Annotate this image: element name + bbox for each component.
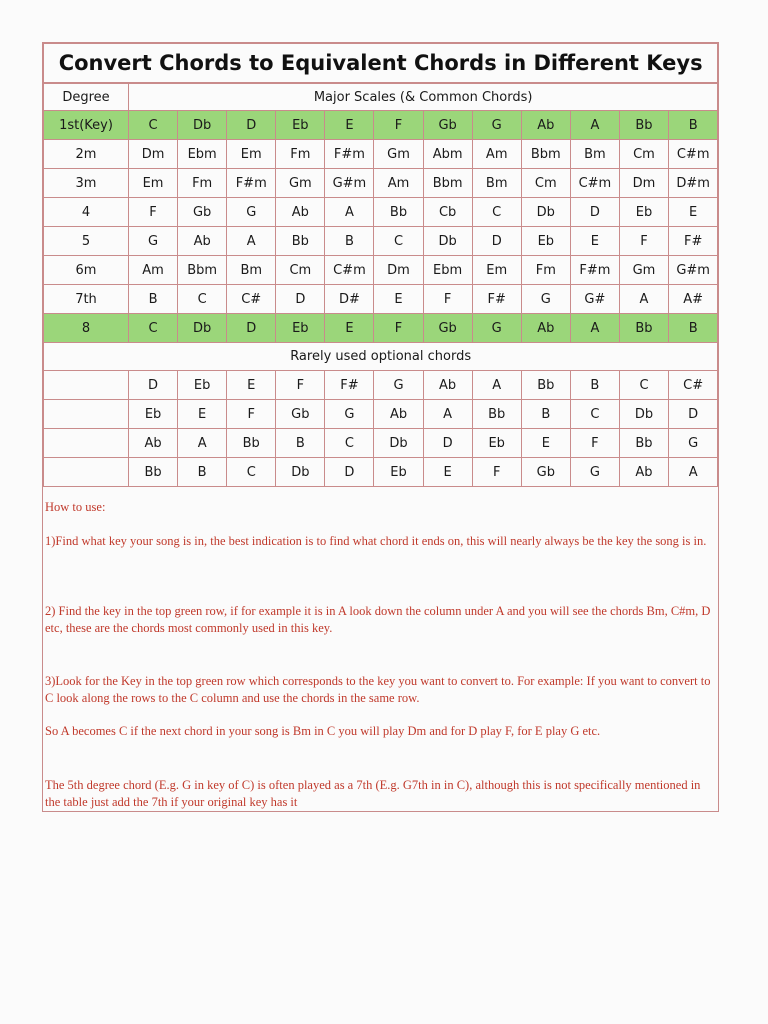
- chord-cell: G: [472, 111, 521, 140]
- chord-cell: C: [178, 285, 227, 314]
- chord-cell: C#: [669, 371, 718, 400]
- chord-cell: E: [423, 458, 472, 487]
- title-row: [44, 44, 718, 84]
- chord-cell: D: [227, 111, 276, 140]
- chord-cell: Am: [472, 140, 521, 169]
- chord-cell: Gb: [276, 400, 325, 429]
- chord-cell: A: [178, 429, 227, 458]
- chord-cell: Bm: [472, 169, 521, 198]
- chord-cell: D: [325, 458, 374, 487]
- chord-cell: F: [374, 111, 423, 140]
- chord-cell: Gb: [423, 111, 472, 140]
- chord-cell: Db: [178, 111, 227, 140]
- chord-cell: C#m: [669, 140, 718, 169]
- step-1-text: 1)Find what key your song is in, the best indication is to find what chord it ends on, this will nearly always be the key the song is in.: [45, 534, 707, 548]
- chord-conversion-sheet: [42, 42, 719, 812]
- chord-cell: Bb: [619, 314, 668, 343]
- chord-cell: Bb: [619, 429, 668, 458]
- chord-cell: C: [129, 111, 178, 140]
- chord-cell: Db: [521, 198, 570, 227]
- chord-cell: C: [619, 371, 668, 400]
- chord-cell: Am: [129, 256, 178, 285]
- chord-cell: Bb: [276, 227, 325, 256]
- chord-cell: Eb: [276, 314, 325, 343]
- chord-cell: A#: [669, 285, 718, 314]
- chord-cell: Eb: [178, 371, 227, 400]
- page-title: Convert Chords to Equivalent Chords in Different Keys: [44, 44, 718, 84]
- chord-cell: Ebm: [423, 256, 472, 285]
- chord-cell: F: [570, 429, 619, 458]
- chord-cell: E: [570, 227, 619, 256]
- chord-cell: Fm: [521, 256, 570, 285]
- chord-cell: Ab: [521, 314, 570, 343]
- chord-cell: Em: [472, 256, 521, 285]
- chord-cell: Ebm: [178, 140, 227, 169]
- chord-cell: Gb: [178, 198, 227, 227]
- degree-cell: 5: [44, 227, 129, 256]
- step-3-text: 3)Look for the Key in the top green row which corresponds to the key you want to convert to. For example: If you want to convert to C look along the rows to the C column and use the chords in the same row.: [45, 674, 711, 705]
- chord-cell: Bbm: [423, 169, 472, 198]
- chord-cell: Bb: [227, 429, 276, 458]
- chord-cell: G#m: [325, 169, 374, 198]
- chord-cell: A: [472, 371, 521, 400]
- chord-cell: E: [669, 198, 718, 227]
- chord-cell: Dm: [374, 256, 423, 285]
- chord-cell: Cm: [619, 140, 668, 169]
- chord-cell: Cb: [423, 198, 472, 227]
- how-to-use-heading: How to use:: [45, 500, 106, 514]
- chord-cell: C: [227, 458, 276, 487]
- optional-row: [44, 400, 718, 429]
- chord-cell: Ab: [619, 458, 668, 487]
- chord-cell: Bb: [129, 458, 178, 487]
- chord-cell: G: [472, 314, 521, 343]
- chord-cell: Eb: [619, 198, 668, 227]
- degree-cell: 4: [44, 198, 129, 227]
- chord-cell: Bm: [227, 256, 276, 285]
- chord-cell: G: [570, 458, 619, 487]
- chord-cell: D: [570, 198, 619, 227]
- chord-cell: A: [570, 314, 619, 343]
- chord-cell: Dm: [129, 140, 178, 169]
- chord-cell: B: [325, 227, 374, 256]
- chord-cell: A: [619, 285, 668, 314]
- chord-cell: C: [325, 429, 374, 458]
- fifth-degree-note: The 5th degree chord (E.g. G in key of C) is often played as a 7th (E.g. G7th in in C), although this is not specifically mentioned in the table just add the 7th if your original key has it: [45, 778, 701, 809]
- chord-cell: Bbm: [521, 140, 570, 169]
- chord-cell: Ab: [178, 227, 227, 256]
- optional-chords-label: Rarely used optional chords: [44, 343, 718, 371]
- chord-cell: B: [669, 111, 718, 140]
- chord-table: [43, 43, 718, 487]
- degree-cell: [44, 400, 129, 429]
- chord-cell: E: [325, 314, 374, 343]
- chord-cell: Ab: [276, 198, 325, 227]
- degree-cell: 7th: [44, 285, 129, 314]
- chord-cell: D: [472, 227, 521, 256]
- chord-cell: B: [669, 314, 718, 343]
- chord-cell: C#m: [325, 256, 374, 285]
- chord-cell: F#m: [325, 140, 374, 169]
- degree-row: [44, 256, 718, 285]
- chord-cell: Abm: [423, 140, 472, 169]
- chord-cell: B: [570, 371, 619, 400]
- optional-chords-header-row: [44, 343, 718, 371]
- chord-cell: G: [227, 198, 276, 227]
- chord-cell: F: [423, 285, 472, 314]
- degree-cell: [44, 371, 129, 400]
- chord-cell: Gm: [374, 140, 423, 169]
- chord-cell: E: [227, 371, 276, 400]
- chord-cell: A: [570, 111, 619, 140]
- chord-cell: E: [178, 400, 227, 429]
- chord-cell: E: [521, 429, 570, 458]
- degree-cell: [44, 429, 129, 458]
- chord-cell: Db: [374, 429, 423, 458]
- chord-cell: Gm: [276, 169, 325, 198]
- chord-cell: D: [669, 400, 718, 429]
- chord-cell: E: [374, 285, 423, 314]
- degree-row: [44, 140, 718, 169]
- chord-cell: A: [325, 198, 374, 227]
- chord-cell: Eb: [129, 400, 178, 429]
- chord-cell: D#m: [669, 169, 718, 198]
- chord-cell: C: [570, 400, 619, 429]
- chord-cell: C#m: [570, 169, 619, 198]
- chord-cell: G#: [570, 285, 619, 314]
- chord-cell: D#: [325, 285, 374, 314]
- chord-cell: G#m: [669, 256, 718, 285]
- chord-cell: Bm: [570, 140, 619, 169]
- chord-cell: E: [325, 111, 374, 140]
- chord-cell: Gb: [423, 314, 472, 343]
- degree-cell: 2m: [44, 140, 129, 169]
- chord-cell: Bb: [472, 400, 521, 429]
- chord-cell: Bb: [374, 198, 423, 227]
- chord-cell: Dm: [619, 169, 668, 198]
- chord-cell: F: [129, 198, 178, 227]
- chord-cell: Db: [423, 227, 472, 256]
- chord-cell: Em: [227, 140, 276, 169]
- chord-cell: G: [129, 227, 178, 256]
- chord-cell: Eb: [472, 429, 521, 458]
- header-row: [44, 83, 718, 111]
- degree-row: [44, 111, 718, 140]
- chord-cell: B: [178, 458, 227, 487]
- step-2-text: 2) Find the key in the top green row, if for example it is in A look down the column under A and you will see the chords Bm, C#m, D etc, these are the chords most commonly used in this key.: [45, 604, 711, 635]
- chord-cell: Eb: [521, 227, 570, 256]
- example-text: So A becomes C if the next chord in your song is Bm in C you will play Dm and for D play F, for E play G etc.: [45, 724, 601, 738]
- degree-cell: 8: [44, 314, 129, 343]
- chord-cell: F: [374, 314, 423, 343]
- degree-row: [44, 227, 718, 256]
- chord-cell: C: [374, 227, 423, 256]
- chord-cell: Gm: [619, 256, 668, 285]
- chord-cell: Fm: [178, 169, 227, 198]
- degree-row: [44, 198, 718, 227]
- chord-cell: F: [227, 400, 276, 429]
- degree-header: Degree: [44, 83, 129, 111]
- chord-cell: Ab: [374, 400, 423, 429]
- chord-cell: C#: [227, 285, 276, 314]
- degree-cell: 1st(Key): [44, 111, 129, 140]
- optional-row: [44, 458, 718, 487]
- optional-row: [44, 429, 718, 458]
- chord-cell: Am: [374, 169, 423, 198]
- chord-table-body: [44, 44, 718, 487]
- degree-row: [44, 169, 718, 198]
- chord-cell: G: [669, 429, 718, 458]
- chord-cell: C: [129, 314, 178, 343]
- chord-cell: D: [276, 285, 325, 314]
- optional-row: [44, 371, 718, 400]
- chord-cell: G: [374, 371, 423, 400]
- chord-cell: F#: [472, 285, 521, 314]
- degree-row: [44, 314, 718, 343]
- chord-cell: Bbm: [178, 256, 227, 285]
- chord-cell: Ab: [521, 111, 570, 140]
- chord-cell: B: [129, 285, 178, 314]
- chord-cell: Ab: [423, 371, 472, 400]
- chord-cell: F#m: [227, 169, 276, 198]
- degree-cell: 3m: [44, 169, 129, 198]
- chord-cell: Bb: [619, 111, 668, 140]
- chord-cell: Cm: [276, 256, 325, 285]
- chord-cell: Db: [619, 400, 668, 429]
- chord-cell: Cm: [521, 169, 570, 198]
- degree-row: [44, 285, 718, 314]
- chord-cell: Gb: [521, 458, 570, 487]
- chord-cell: B: [521, 400, 570, 429]
- chord-cell: A: [227, 227, 276, 256]
- chord-cell: F: [276, 371, 325, 400]
- chord-cell: F#: [325, 371, 374, 400]
- chord-cell: Db: [178, 314, 227, 343]
- chord-cell: Ab: [129, 429, 178, 458]
- chord-cell: G: [325, 400, 374, 429]
- chord-cell: Em: [129, 169, 178, 198]
- chord-cell: F#m: [570, 256, 619, 285]
- chord-cell: Bb: [521, 371, 570, 400]
- degree-cell: 6m: [44, 256, 129, 285]
- chord-cell: Eb: [374, 458, 423, 487]
- chord-cell: Db: [276, 458, 325, 487]
- chord-cell: C: [472, 198, 521, 227]
- chord-cell: Fm: [276, 140, 325, 169]
- chord-cell: F: [472, 458, 521, 487]
- chord-cell: D: [227, 314, 276, 343]
- chord-cell: F#: [669, 227, 718, 256]
- chord-cell: D: [129, 371, 178, 400]
- chord-cell: D: [423, 429, 472, 458]
- chord-cell: A: [669, 458, 718, 487]
- scales-header: Major Scales (& Common Chords): [129, 83, 718, 111]
- chord-cell: B: [276, 429, 325, 458]
- chord-cell: F: [619, 227, 668, 256]
- degree-cell: [44, 458, 129, 487]
- chord-cell: G: [521, 285, 570, 314]
- chord-cell: A: [423, 400, 472, 429]
- chord-cell: Eb: [276, 111, 325, 140]
